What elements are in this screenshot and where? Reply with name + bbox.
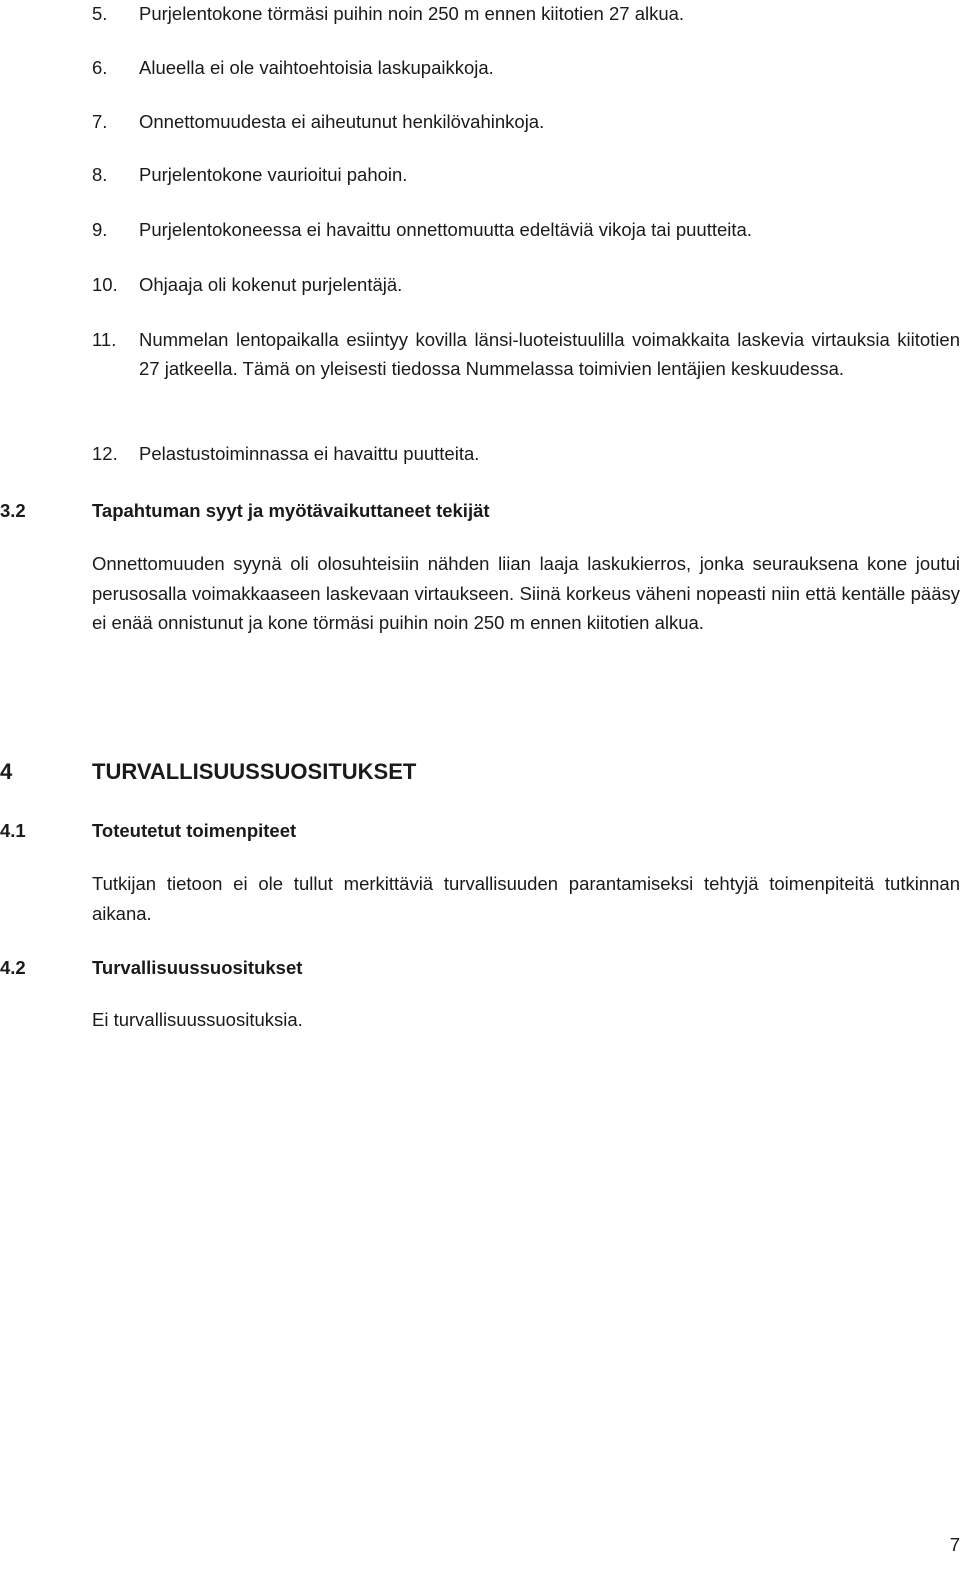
finding-item — [92, 326, 960, 383]
finding-text: Alueella ei ole vaihtoehtoisia laskupaikkoja. — [139, 57, 494, 78]
section-3-2-body: Onnettomuuden syynä oli olosuhteisiin nähden liian laaja laskukierros, jonka seurauksena kone joutui perusosalla voimakkaaseen laskevaan virtaukseen. Siinä korkeus väheni nopeasti niin että kentälle pääsy ei enää onnistunut ja kone törmäsi puihin noin 250 m ennen kiitotien alkua. — [92, 553, 960, 633]
finding-item — [92, 216, 960, 245]
finding-item — [92, 440, 960, 469]
finding-number: 11. — [92, 329, 117, 350]
section-title: Turvallisuussuositukset — [92, 957, 303, 978]
finding-number: 10. — [92, 274, 118, 295]
section-number: 4.1 — [0, 820, 26, 841]
finding-item — [92, 271, 960, 300]
finding-item — [92, 0, 960, 29]
finding-number: 6. — [92, 57, 108, 78]
section-4-1-body: Tutkijan tietoon ei ole tullut merkittäviä turvallisuuden parantamiseksi tehtyjä toimenpiteitä tutkinnan aikana. — [92, 873, 960, 924]
finding-number: 12. — [92, 443, 118, 464]
finding-item — [92, 161, 960, 190]
finding-text: Purjelentokone törmäsi puihin noin 250 m ennen kiitotien 27 alkua. — [139, 3, 685, 24]
finding-item — [92, 54, 960, 83]
finding-text: Onnettomuudesta ei aiheutunut henkilövahinkoja. — [139, 111, 545, 132]
finding-text: Purjelentokoneessa ei havaittu onnettomuutta edeltäviä vikoja tai puutteita. — [139, 219, 752, 240]
section-title: Tapahtuman syyt ja myötävaikuttaneet tekijät — [92, 500, 490, 521]
section-number: 4.2 — [0, 957, 26, 978]
section-number: 3.2 — [0, 500, 26, 521]
section-title: TURVALLISUUSSUOSITUKSET — [92, 759, 417, 784]
finding-text: Purjelentokone vaurioitui pahoin. — [139, 164, 408, 185]
section-4-2-body: Ei turvallisuussuosituksia. — [92, 1009, 303, 1030]
finding-text: Nummelan lentopaikalla esiintyy kovilla länsi-luoteistuulilla voimakkaita laskevia virtauksia kiitotien 27 jatkeella. Tämä on yleisesti tiedossa Nummelassa toimivien lentäjien keskuudessa. — [139, 329, 960, 379]
finding-text: Ohjaaja oli kokenut purjelentäjä. — [139, 274, 403, 295]
finding-number: 5. — [92, 3, 108, 24]
finding-number: 8. — [92, 164, 108, 185]
finding-number: 7. — [92, 111, 108, 132]
finding-item — [92, 108, 960, 137]
section-number: 4 — [0, 759, 13, 784]
section-title: Toteutetut toimenpiteet — [92, 820, 297, 841]
finding-number: 9. — [92, 219, 108, 240]
finding-text: Pelastustoiminnassa ei havaittu puutteita. — [139, 443, 480, 464]
page-number: 7 — [949, 1534, 960, 1555]
